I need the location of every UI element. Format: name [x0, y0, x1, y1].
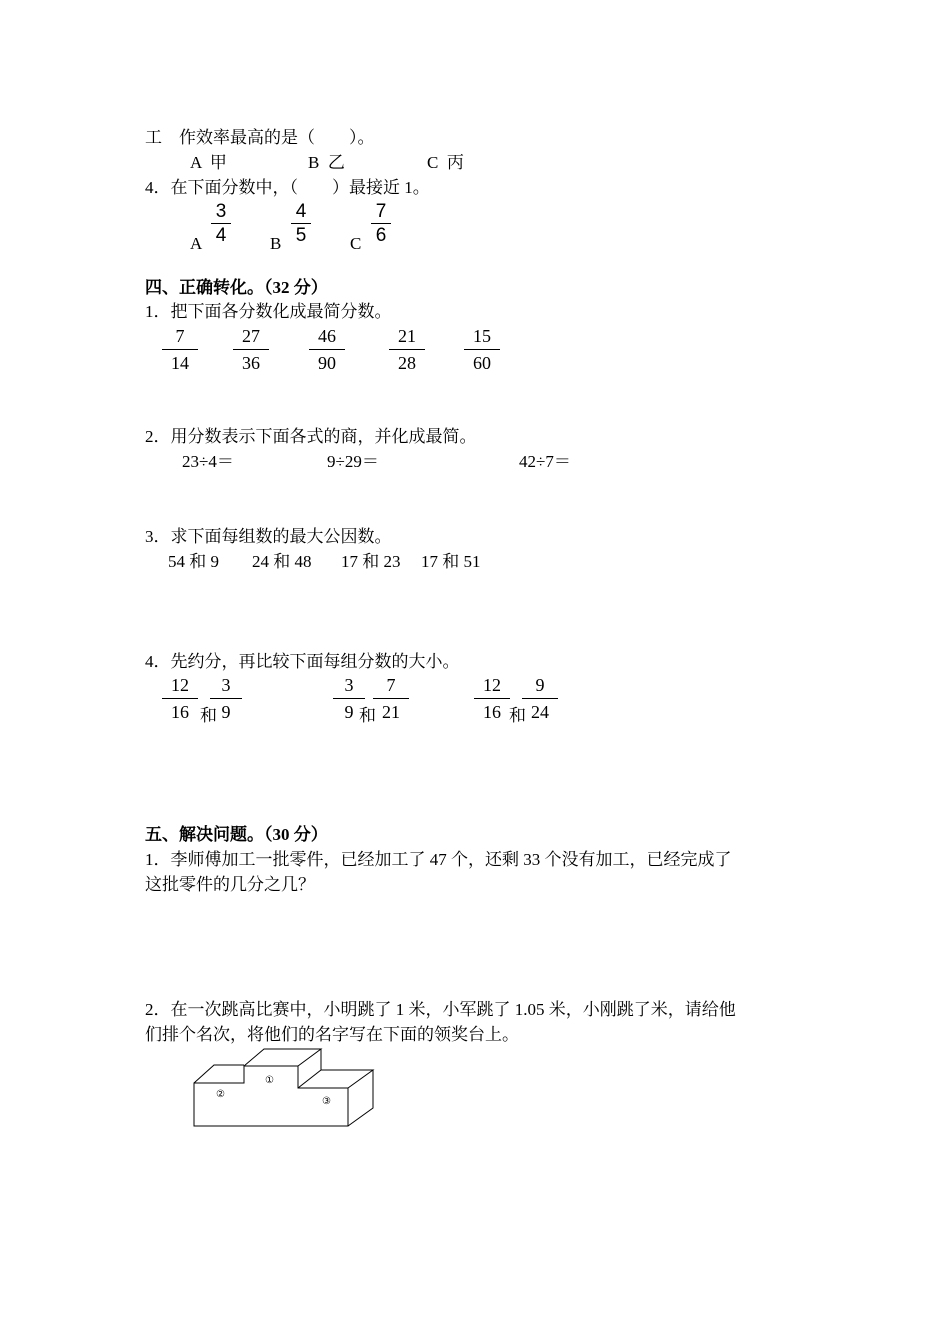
section5-p2-line2: 们排个名次，将他们的名字写在下面的领奖台上。 — [145, 1025, 519, 1044]
podium-top-third — [298, 1070, 373, 1088]
podium-top-second — [194, 1065, 244, 1083]
q3-stem-tail: 工 作效率最高的是（ ）。 — [145, 128, 375, 147]
section4-p3-stem: 3．求下面每组数的最大公因数。 — [145, 527, 392, 546]
p4-group2-fraction-a: 3 9 — [333, 676, 365, 721]
p4-group2-fraction-b: 7 21 — [373, 676, 409, 721]
p1-fraction-5: 15 60 — [464, 327, 500, 372]
p4-group3-fraction-a: 12 16 — [474, 676, 510, 721]
p3-item-2: 24 和 48 — [252, 552, 312, 571]
p4-group1-connector: 和 — [200, 706, 217, 725]
q4-option-b-fraction: 4 5 — [291, 202, 311, 245]
q3-option-c: C 丙 — [427, 153, 464, 172]
p3-item-1: 54 和 9 — [168, 552, 219, 571]
q4-option-c-label: C — [350, 234, 362, 253]
q4-stem: 4．在下面分数中，（ ）最接近 1。 — [145, 178, 430, 197]
podium-top-first — [244, 1049, 321, 1066]
section5-title: 五、解决问题。（30 分） — [145, 825, 328, 844]
section4-p2-stem: 2．用分数表示下面各式的商，并化成最简。 — [145, 427, 477, 446]
p3-item-4: 17 和 51 — [421, 552, 481, 571]
p2-item-1: 23÷4＝ — [182, 452, 234, 471]
p1-fraction-4: 21 28 — [389, 327, 425, 372]
p1-fraction-1: 7 14 — [162, 327, 198, 372]
p4-group1-fraction-b: 3 9 — [210, 676, 242, 721]
q3-option-b: B 乙 — [308, 153, 345, 172]
p2-item-2: 9÷29＝ — [327, 452, 379, 471]
podium-label-second: ② — [216, 1089, 225, 1100]
q4-option-b-label: B — [270, 234, 282, 253]
p4-group3-fraction-b: 9 24 — [522, 676, 558, 721]
p4-group1-fraction-a: 12 16 — [162, 676, 198, 721]
p4-group3-connector: 和 — [509, 706, 526, 725]
p1-fraction-3: 46 90 — [309, 327, 345, 372]
q4-option-c-fraction: 7 6 — [371, 202, 391, 245]
section4-title: 四、正确转化。（32 分） — [145, 278, 328, 297]
podium-figure — [188, 1045, 388, 1135]
section5-p1-line2: 这批零件的几分之几？ — [145, 875, 315, 894]
section5-p1-line1: 1．李师傅加工一批零件，已经加工了 47 个，还剩 33 个没有加工，已经完成了 — [145, 850, 732, 869]
p4-group2-connector: 和 — [359, 706, 376, 725]
section5-p2-line1: 2．在一次跳高比赛中，小明跳了 1 米，小军跳了 1.05 米，小刚跳了米，请给他 — [145, 1000, 736, 1019]
section4-p4-stem: 4．先约分，再比较下面每组分数的大小。 — [145, 652, 460, 671]
q4-option-a-label: A — [190, 234, 203, 253]
podium-label-third: ③ — [322, 1096, 331, 1107]
p2-item-3: 42÷7＝ — [519, 452, 571, 471]
q3-option-a: A 甲 — [190, 153, 227, 172]
p3-item-3: 17 和 23 — [341, 552, 401, 571]
section4-p1-stem: 1．把下面各分数化成最简分数。 — [145, 302, 392, 321]
p1-fraction-2: 27 36 — [233, 327, 269, 372]
podium-label-first: ① — [265, 1075, 274, 1086]
q4-option-a-fraction: 3 4 — [211, 202, 231, 245]
